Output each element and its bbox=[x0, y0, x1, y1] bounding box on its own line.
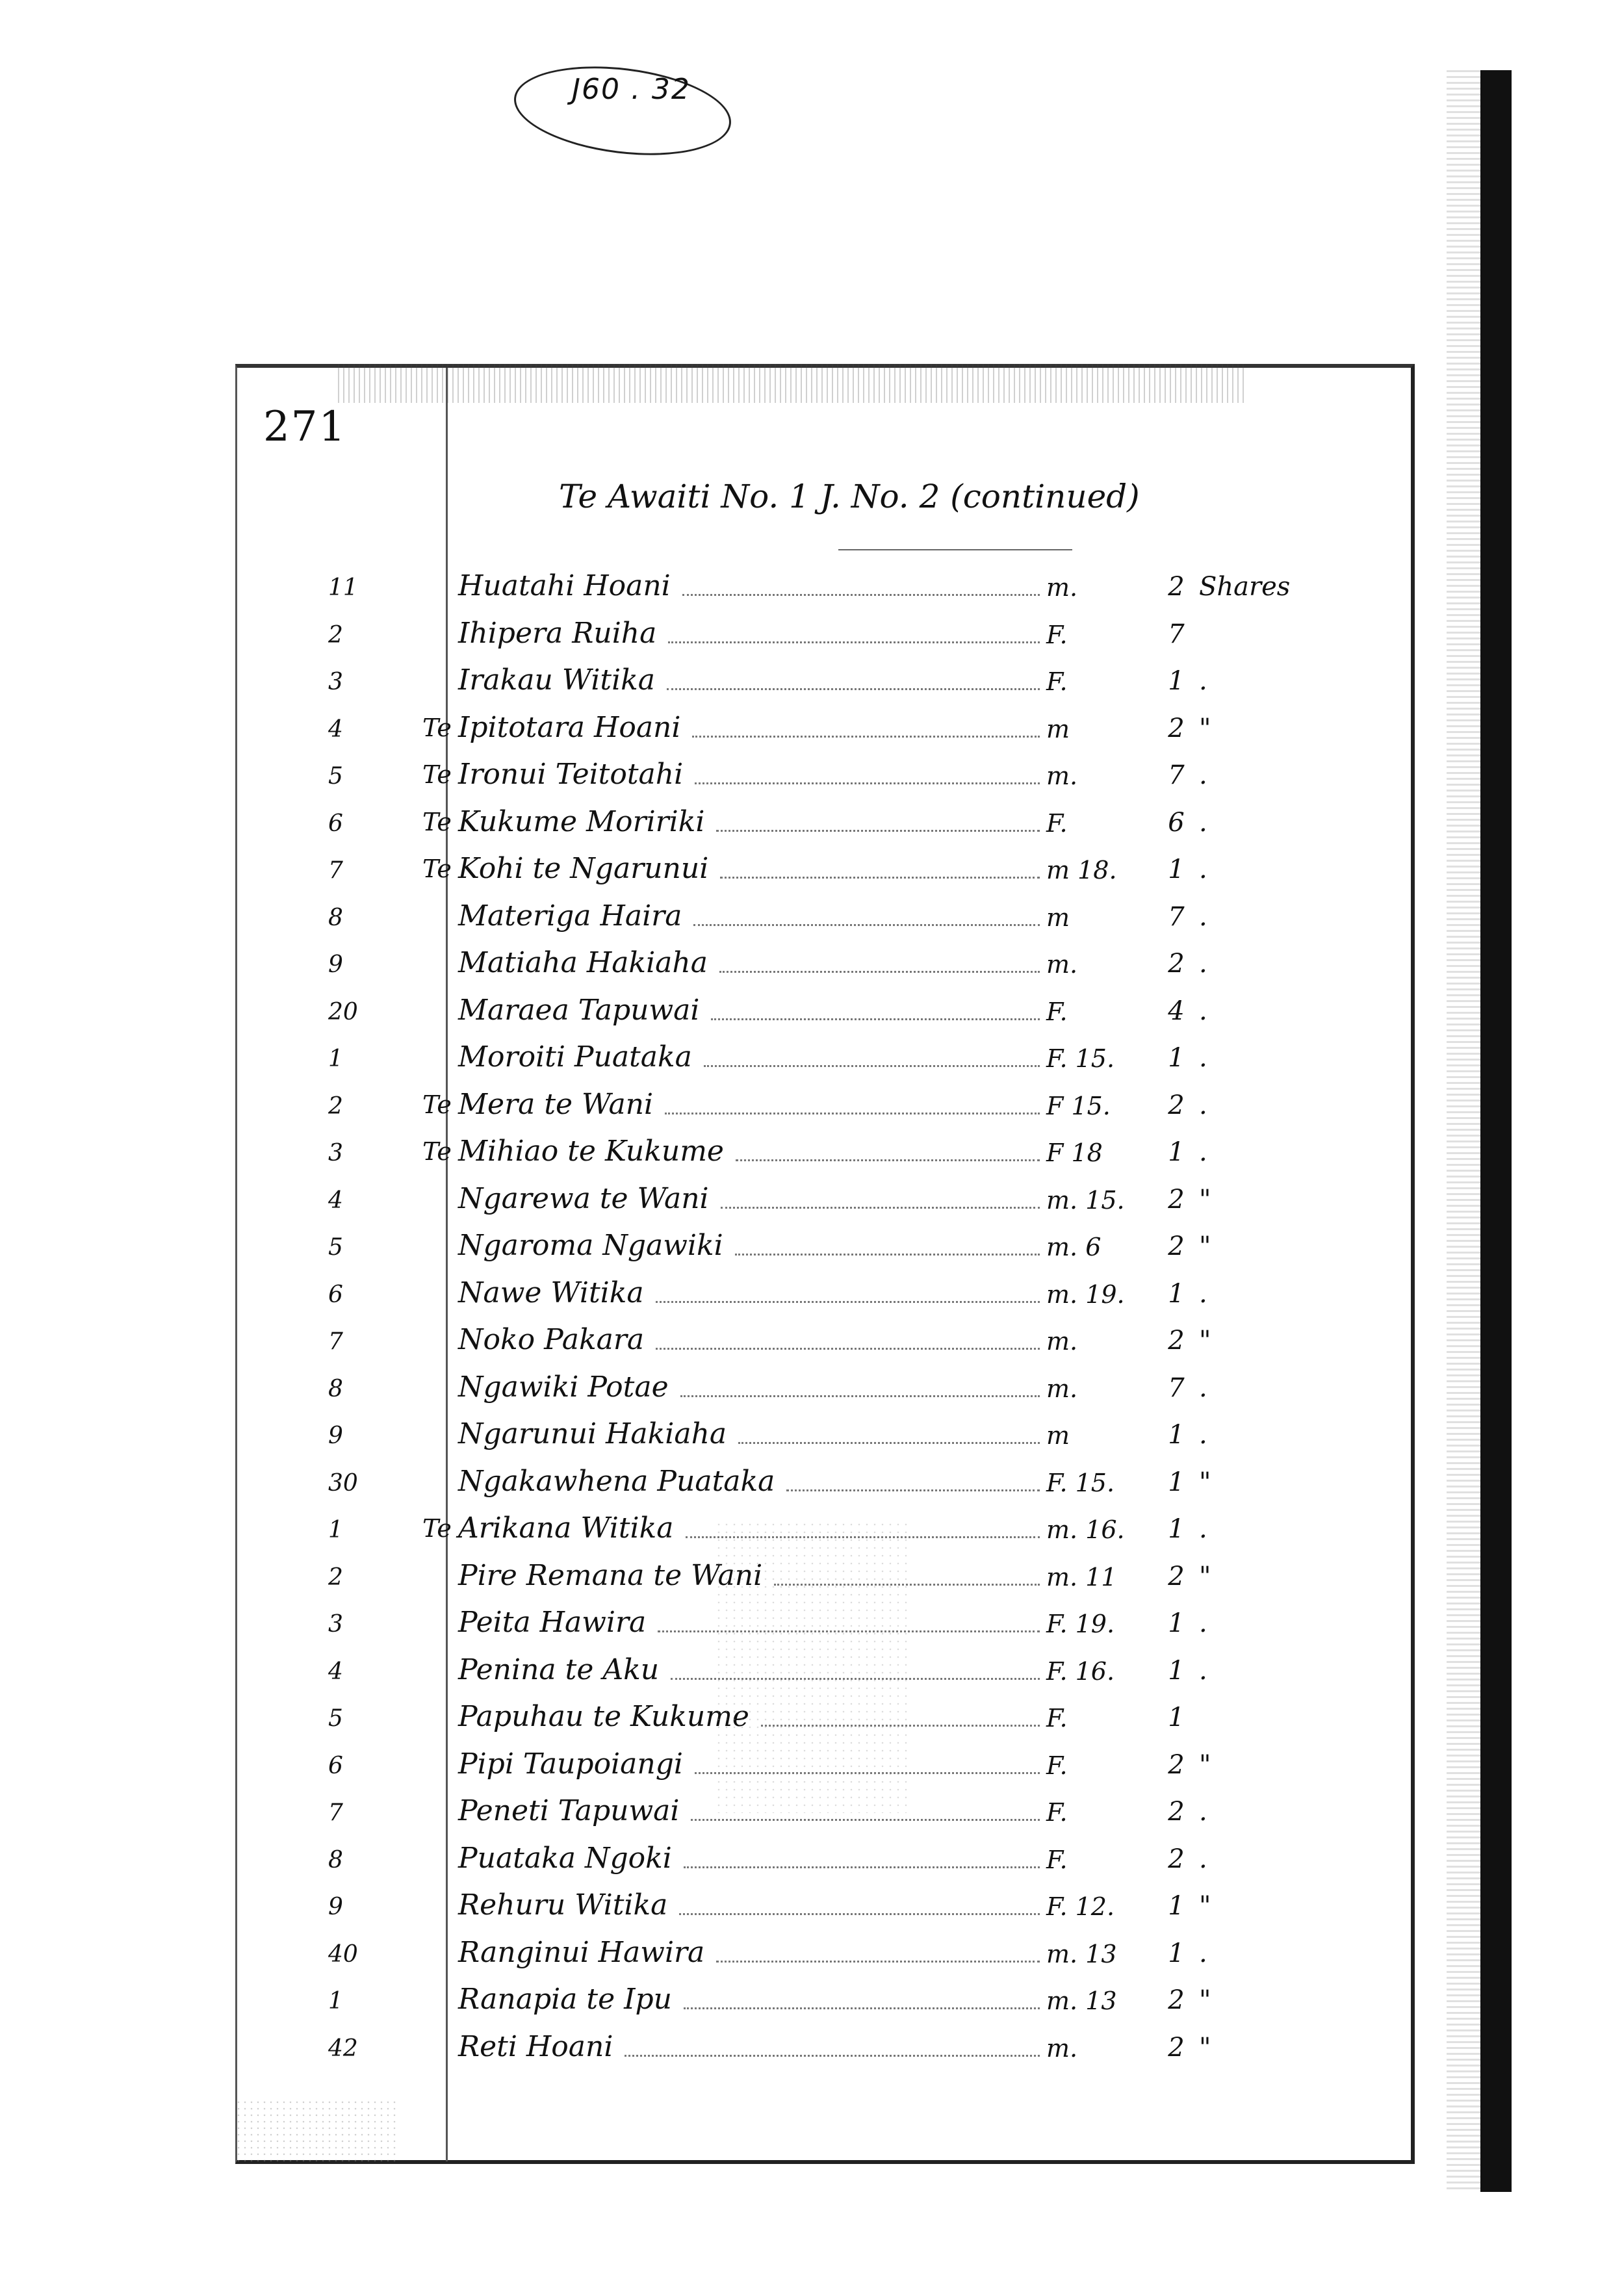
entry-number: 8 bbox=[328, 904, 343, 931]
entry-name: Peneti Tapuwai bbox=[458, 1794, 680, 1827]
register-entry bbox=[0, 1178, 1365, 1225]
reference-mark-oval bbox=[509, 55, 736, 166]
entry-number: 11 bbox=[328, 574, 358, 601]
entry-number: 9 bbox=[328, 1423, 343, 1449]
entry-unit: . bbox=[1199, 1420, 1207, 1450]
entry-name: Ironui Teitotahi bbox=[458, 758, 684, 791]
dotted-leader bbox=[692, 736, 1040, 738]
entry-name: Ranapia te Ipu bbox=[458, 1983, 672, 2016]
entry-shares: 2 bbox=[1168, 713, 1185, 743]
dotted-leader bbox=[667, 688, 1040, 690]
scan-speckle bbox=[715, 1521, 910, 1813]
dotted-leader bbox=[736, 1159, 1040, 1161]
register-entry bbox=[0, 1555, 1365, 1602]
dotted-leader bbox=[720, 877, 1040, 879]
entry-name: Kohi te Ngarunui bbox=[458, 852, 709, 885]
entry-shares: 4 bbox=[1168, 996, 1185, 1026]
dotted-leader bbox=[735, 1254, 1040, 1255]
entry-number: 5 bbox=[328, 1705, 343, 1732]
entry-number: 5 bbox=[328, 763, 343, 790]
entry-shares: 6 bbox=[1168, 807, 1185, 838]
entry-number: 4 bbox=[328, 1658, 343, 1685]
entry-shares: 1 bbox=[1168, 1655, 1185, 1686]
entry-name: Reti Hoani bbox=[458, 2029, 613, 2063]
entry-name: Ihipera Ruiha bbox=[458, 616, 657, 650]
register-entry bbox=[0, 848, 1365, 895]
register-entry bbox=[0, 707, 1365, 754]
entry-shares: 1 bbox=[1168, 1137, 1185, 1167]
entry-number: 20 bbox=[328, 998, 358, 1025]
register-entry bbox=[0, 1319, 1365, 1366]
register-entry bbox=[0, 801, 1365, 848]
entry-shares: 2 bbox=[1168, 1184, 1185, 1215]
entry-sex-age: m. bbox=[1046, 762, 1078, 790]
register-entry bbox=[0, 1036, 1365, 1083]
register-entry bbox=[0, 1461, 1365, 1508]
dotted-leader bbox=[695, 782, 1040, 784]
entry-sex-age: m. bbox=[1046, 950, 1078, 979]
entry-sex-age: m. 19. bbox=[1046, 1280, 1125, 1309]
entry-number: 9 bbox=[328, 1894, 343, 1920]
register-entry bbox=[0, 1131, 1365, 1178]
register-entry bbox=[0, 1790, 1365, 1837]
entry-number: 3 bbox=[328, 1140, 343, 1166]
dotted-leader bbox=[679, 1913, 1040, 1915]
entry-unit: . bbox=[1199, 666, 1207, 696]
dotted-leader bbox=[625, 2055, 1040, 2057]
scan-speckle-bottom bbox=[235, 2099, 398, 2164]
entry-number: 5 bbox=[328, 1234, 343, 1261]
entry-unit: . bbox=[1199, 1655, 1207, 1686]
dotted-leader bbox=[691, 1819, 1040, 1821]
entry-unit: . bbox=[1199, 949, 1207, 979]
dotted-leader bbox=[738, 1442, 1040, 1444]
entry-name: Pire Remana te Wani bbox=[458, 1558, 763, 1592]
entry-unit: . bbox=[1199, 807, 1207, 838]
register-entry bbox=[0, 1932, 1365, 1979]
entry-shares: 7 bbox=[1168, 1372, 1185, 1403]
entry-sex-age: m bbox=[1046, 1421, 1070, 1450]
entry-name: Mera te Wani bbox=[458, 1087, 654, 1121]
entry-unit: " bbox=[1199, 2032, 1211, 2063]
register-entry bbox=[0, 1885, 1365, 1931]
dotted-leader bbox=[693, 924, 1040, 926]
entry-number: 6 bbox=[328, 1281, 343, 1308]
entry-name: Ngawiki Potae bbox=[458, 1370, 669, 1404]
entry-name: Ngakawhena Puataka bbox=[458, 1464, 775, 1498]
register-entry bbox=[0, 1744, 1365, 1790]
entry-number: 4 bbox=[328, 1187, 343, 1214]
entry-sex-age: F. 19. bbox=[1046, 1610, 1115, 1638]
entry-shares: 1 bbox=[1168, 855, 1185, 884]
dotted-leader bbox=[684, 1866, 1040, 1868]
entry-unit: . bbox=[1199, 1372, 1207, 1403]
entry-sex-age: m 18. bbox=[1046, 856, 1117, 884]
dotted-leader bbox=[684, 2007, 1040, 2009]
entry-name: Puataka Ngoki bbox=[458, 1841, 672, 1875]
register-entry bbox=[0, 942, 1365, 989]
entry-unit: " bbox=[1199, 1891, 1211, 1921]
entry-number: 2 bbox=[328, 1092, 343, 1120]
entry-shares: 2 bbox=[1168, 949, 1185, 979]
entry-unit: . bbox=[1199, 1043, 1207, 1073]
register-entry bbox=[0, 613, 1365, 660]
entry-name: Mihiao te Kukume bbox=[458, 1135, 724, 1168]
dotted-leader bbox=[711, 1018, 1040, 1020]
scan-noise-top bbox=[338, 364, 1248, 403]
entry-unit: . bbox=[1199, 1797, 1207, 1827]
entry-number: 4 bbox=[328, 715, 343, 743]
entry-prefix: Te bbox=[422, 1090, 452, 1119]
entry-name: Noko Pakara bbox=[458, 1323, 645, 1356]
register-entry bbox=[0, 1508, 1365, 1554]
entry-unit: . bbox=[1199, 855, 1207, 884]
entry-name: Kukume Moririki bbox=[458, 805, 705, 838]
entry-sex-age: F. 16. bbox=[1046, 1656, 1115, 1686]
entry-number: 8 bbox=[328, 1375, 343, 1402]
entry-name: Rehuru Witika bbox=[458, 1888, 668, 1922]
register-entry bbox=[0, 1367, 1365, 1413]
entry-name: Ranginui Hawira bbox=[458, 1935, 705, 1969]
entry-prefix: Te bbox=[422, 713, 452, 742]
page-number: 271 bbox=[263, 403, 347, 451]
entry-shares: 1 bbox=[1168, 1043, 1185, 1073]
entry-sex-age: m. 6 bbox=[1046, 1233, 1102, 1261]
register-entry bbox=[0, 565, 1365, 612]
entry-shares: 1 bbox=[1168, 1938, 1185, 1968]
entry-unit: . bbox=[1199, 1608, 1207, 1638]
entry-number: 7 bbox=[328, 857, 343, 884]
entry-number: 3 bbox=[328, 669, 343, 695]
entry-name: Pipi Taupoiangi bbox=[458, 1747, 683, 1781]
entry-shares: 2 bbox=[1168, 1231, 1185, 1261]
dotted-leader bbox=[719, 971, 1040, 973]
entry-name: Materiga Haira bbox=[458, 899, 682, 933]
register-entry bbox=[0, 1696, 1365, 1743]
entry-sex-age: m. bbox=[1046, 2033, 1078, 2063]
entry-shares: 2 bbox=[1168, 1797, 1185, 1827]
entry-number: 42 bbox=[328, 2035, 358, 2062]
dotted-leader bbox=[668, 641, 1040, 643]
entry-sex-age: m. 13 bbox=[1046, 1939, 1117, 1968]
entry-number: 2 bbox=[328, 621, 343, 649]
entry-unit: . bbox=[1199, 1278, 1207, 1309]
dotted-leader bbox=[721, 1207, 1040, 1209]
entry-unit: " bbox=[1199, 1184, 1211, 1215]
entry-unit: " bbox=[1199, 1231, 1211, 1261]
register-entry bbox=[0, 660, 1365, 706]
entry-unit: . bbox=[1199, 996, 1207, 1026]
entry-number: 40 bbox=[328, 1940, 358, 1968]
entry-unit: . bbox=[1199, 1938, 1207, 1968]
entry-unit: Shares bbox=[1199, 572, 1291, 602]
entry-sex-age: F 18 bbox=[1046, 1139, 1103, 1167]
reference-mark: J60 . 32 bbox=[572, 73, 691, 106]
register-entry bbox=[0, 1838, 1365, 1885]
entry-unit: . bbox=[1199, 1090, 1207, 1120]
register-entry bbox=[0, 754, 1365, 801]
entry-sex-age: m. bbox=[1046, 1327, 1078, 1356]
entry-unit: " bbox=[1199, 1467, 1211, 1497]
entry-sex-age: F. bbox=[1046, 620, 1068, 649]
entry-sex-age: m. 16. bbox=[1046, 1515, 1125, 1544]
entry-name: Irakau Witika bbox=[458, 663, 656, 697]
entry-name: Ngarewa te Wani bbox=[458, 1181, 709, 1215]
entry-unit: . bbox=[1199, 1514, 1207, 1544]
entry-sex-age: F. bbox=[1046, 1845, 1068, 1874]
entry-prefix: Te bbox=[422, 1137, 452, 1166]
entry-shares: 7 bbox=[1168, 619, 1185, 649]
entry-prefix: Te bbox=[422, 807, 452, 836]
entry-name: Moroiti Puataka bbox=[458, 1040, 692, 1074]
register-entry bbox=[0, 1649, 1365, 1696]
register-entry bbox=[0, 895, 1365, 942]
register-entry bbox=[0, 1413, 1365, 1460]
entry-sex-age: F. bbox=[1046, 997, 1068, 1026]
dotted-leader bbox=[786, 1489, 1040, 1491]
entry-sex-age: F 15. bbox=[1046, 1091, 1111, 1120]
entry-number: 6 bbox=[328, 810, 343, 837]
entry-shares: 2 bbox=[1168, 1844, 1185, 1874]
entry-unit: . bbox=[1199, 1844, 1207, 1874]
entry-prefix: Te bbox=[422, 855, 452, 883]
dotted-leader bbox=[716, 1961, 1040, 1963]
dotted-leader bbox=[665, 1113, 1040, 1114]
entry-sex-age: F. 12. bbox=[1046, 1892, 1115, 1921]
entry-shares: 1 bbox=[1168, 1467, 1185, 1497]
entry-shares: 2 bbox=[1168, 1326, 1185, 1356]
entry-shares: 1 bbox=[1168, 1703, 1185, 1732]
entry-number: 6 bbox=[328, 1752, 343, 1779]
entry-unit: . bbox=[1199, 1137, 1207, 1167]
entry-prefix: Te bbox=[422, 1514, 452, 1543]
entry-shares: 2 bbox=[1168, 2032, 1185, 2063]
entry-name: Penina te Aku bbox=[458, 1653, 660, 1686]
entry-sex-age: m. bbox=[1046, 573, 1078, 602]
entry-sex-age: F. bbox=[1046, 667, 1068, 696]
entry-sex-age: m bbox=[1046, 714, 1070, 743]
dotted-leader bbox=[682, 594, 1040, 596]
entry-name: Arikana Witika bbox=[458, 1512, 674, 1545]
entry-sex-age: F. bbox=[1046, 1751, 1068, 1780]
register-entry bbox=[0, 1225, 1365, 1272]
entry-name: Ngarunui Hakiaha bbox=[458, 1417, 727, 1450]
scan-edge-shading bbox=[1447, 70, 1480, 2192]
entry-number: 7 bbox=[328, 1328, 343, 1355]
entry-sex-age: F. 15. bbox=[1046, 1044, 1115, 1073]
entry-shares: 1 bbox=[1168, 666, 1185, 696]
entry-number: 1 bbox=[328, 1517, 343, 1543]
entry-name: Nawe Witika bbox=[458, 1276, 644, 1309]
entry-unit: " bbox=[1199, 1749, 1211, 1780]
entry-shares: 1 bbox=[1168, 1278, 1185, 1309]
entry-name: Matiaha Hakiaha bbox=[458, 946, 708, 979]
entry-number: 1 bbox=[328, 1988, 343, 2015]
scan-edge-bar bbox=[1480, 70, 1512, 2192]
entry-unit: . bbox=[1199, 901, 1207, 932]
entry-unit: " bbox=[1199, 1326, 1211, 1356]
entry-sex-age: F. bbox=[1046, 1704, 1068, 1732]
entry-number: 1 bbox=[328, 1046, 343, 1072]
entry-prefix: Te bbox=[422, 760, 452, 789]
entry-sex-age: F. 15. bbox=[1046, 1468, 1115, 1497]
entry-shares: 1 bbox=[1168, 1891, 1185, 1921]
entry-sex-age: m. bbox=[1046, 1374, 1078, 1403]
entry-sex-age: m bbox=[1046, 903, 1070, 932]
heading-rule bbox=[838, 549, 1072, 550]
entry-name: Maraea Tapuwai bbox=[458, 993, 700, 1027]
entry-sex-age: m. 13 bbox=[1046, 1987, 1117, 2015]
entry-shares: 2 bbox=[1168, 1749, 1185, 1780]
entry-shares: 2 bbox=[1168, 1561, 1185, 1591]
register-entry bbox=[0, 1272, 1365, 1319]
dotted-leader bbox=[656, 1348, 1040, 1350]
entry-shares: 2 bbox=[1168, 1090, 1185, 1120]
entry-shares: 1 bbox=[1168, 1514, 1185, 1544]
entry-number: 2 bbox=[328, 1564, 343, 1591]
dotted-leader bbox=[656, 1301, 1040, 1303]
entry-shares: 7 bbox=[1168, 901, 1185, 932]
entry-unit: " bbox=[1199, 1985, 1211, 2015]
register-entry bbox=[0, 1979, 1365, 2026]
entry-shares: 1 bbox=[1168, 1608, 1185, 1638]
entry-sex-age: F. bbox=[1046, 1798, 1068, 1827]
dotted-leader bbox=[680, 1395, 1040, 1397]
entry-name: Ngaroma Ngawiki bbox=[458, 1229, 723, 1262]
entry-unit: . bbox=[1199, 760, 1207, 790]
entry-unit: " bbox=[1199, 1561, 1211, 1591]
entry-number: 8 bbox=[328, 1846, 343, 1873]
register-entry bbox=[0, 990, 1365, 1036]
entry-sex-age: F. bbox=[1046, 808, 1068, 838]
dotted-leader bbox=[716, 830, 1040, 832]
entry-unit: " bbox=[1199, 713, 1211, 743]
register-entry bbox=[0, 1084, 1365, 1131]
entry-shares: 1 bbox=[1168, 1420, 1185, 1450]
entry-sex-age: m. 11 bbox=[1046, 1562, 1117, 1591]
entry-name: Papuhau te Kukume bbox=[458, 1700, 749, 1733]
entry-name: Ipitotara Hoani bbox=[458, 710, 681, 744]
register-heading: Te Awaiti No. 1 J. No. 2 (continued) bbox=[559, 478, 1140, 515]
entry-number: 3 bbox=[328, 1611, 343, 1638]
entry-number: 30 bbox=[328, 1469, 358, 1497]
entry-name: Peita Hawira bbox=[458, 1606, 647, 1639]
entry-shares: 7 bbox=[1168, 760, 1185, 790]
register-entry bbox=[0, 1602, 1365, 1649]
entry-name: Huatahi Hoani bbox=[458, 569, 671, 602]
dotted-leader bbox=[704, 1065, 1040, 1067]
entry-shares: 2 bbox=[1168, 1985, 1185, 2015]
entry-number: 9 bbox=[328, 951, 343, 978]
entry-shares: 2 bbox=[1168, 572, 1185, 602]
register-entry bbox=[0, 2026, 1365, 2073]
entry-sex-age: m. 15. bbox=[1046, 1185, 1125, 1215]
entry-number: 7 bbox=[328, 1799, 343, 1826]
